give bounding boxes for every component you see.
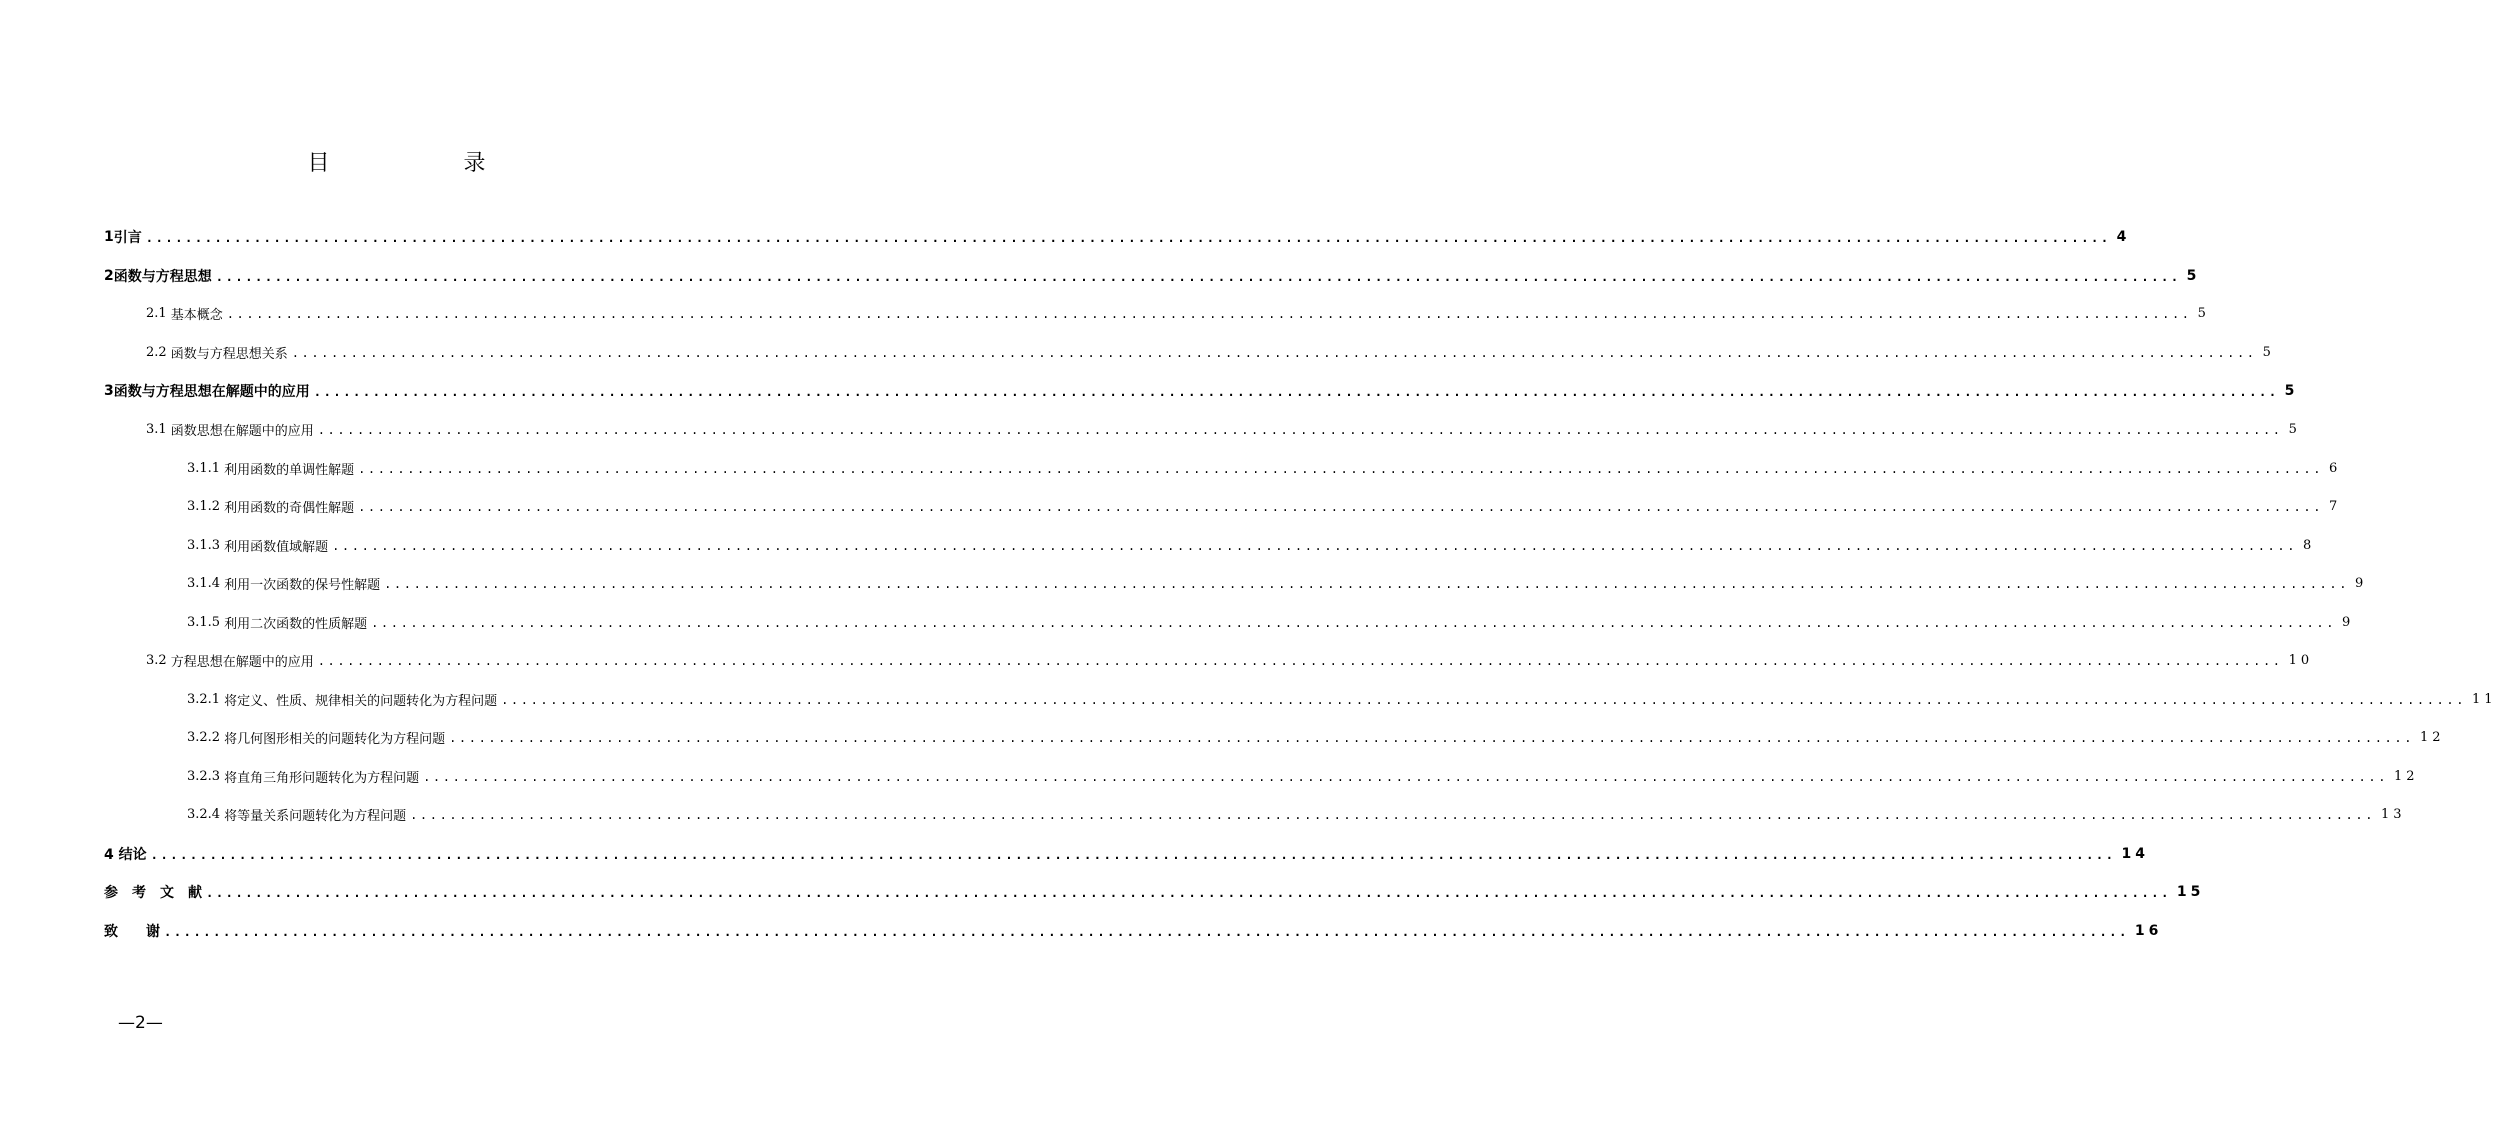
toc-entry-title: 方程思想在解题中的应用 [170,654,314,670]
toc-entry-page: 7 [2329,498,2342,514]
toc-dot-leader: ........................................................................................................................................................................................................ [332,539,2298,553]
toc-dot-leader: ........................................................................................................................................................................................................ [317,654,2283,668]
toc-entry-title: 函数与方程思想 [113,269,212,285]
toc-dot-leader: ........................................................................................................................................................................................................ [313,385,2279,399]
toc-entry-page: 5 [2186,268,2201,284]
toc-entry[interactable] [104,842,2150,866]
toc-entry[interactable] [146,301,2210,325]
toc-entry-title: 函数与方程思想在解题中的应用 [113,384,310,400]
toc-entry[interactable] [187,610,2355,634]
toc-entry[interactable] [104,919,2163,943]
toc-entry-page: 5 [2197,305,2210,321]
toc-dot-leader: ........................................................................................................................................................................................................ [145,231,2111,245]
toc-entry[interactable] [146,417,2301,441]
toc-entry-title: 函数思想在解题中的应用 [170,423,314,439]
toc-entry-title: 将几何图形相关的问题转化为方程问题 [224,731,446,747]
toc-entry-page: 12 [2420,729,2445,745]
toc-entry[interactable] [187,494,2342,518]
toc-entry-title: 利用一次函数的保号性解题 [224,577,381,593]
toc-entry-title: 参 考 文 献 [104,885,202,901]
toc-entry-page: 8 [2303,537,2316,553]
toc-entry-number: 3.2 [146,652,167,668]
toc-entry-page: 5 [2288,421,2301,437]
toc-title: 目 录 [307,151,516,176]
toc-entry-title: 将定义、性质、规律相关的问题转化为方程问题 [224,693,498,709]
toc-dot-leader: ........................................................................................................................................................................................................ [358,462,2324,476]
toc-entry-number: 3.2.3 [187,768,221,784]
toc-dot-leader: ........................................................................................................................................................................................................ [226,307,2192,321]
toc-entry-number: 3.2.2 [187,729,221,745]
toc-entry[interactable] [104,880,2205,904]
toc-entry-number: 3.1.1 [187,460,221,476]
toc-entry-number: 1 [104,229,114,245]
toc-entry-page: 5 [2284,383,2299,399]
toc-dot-leader: ........................................................................................................................................................................................................ [206,886,2171,900]
toc-entry-number: 3.1.3 [187,537,221,553]
toc-dot-leader: ........................................................................................................................................................................................................ [449,731,2415,745]
toc-entry-title: 利用二次函数的性质解题 [224,616,368,632]
toc-entry-number: 3.2.4 [187,806,221,822]
toc-entry-title: 函数与方程思想关系 [170,346,288,362]
toc-entry-title: 引言 [113,230,142,246]
toc-entry[interactable] [104,225,2131,249]
toc-dot-leader: ........................................................................................................................................................................................................ [215,270,2181,284]
toc-entry-page: 16 [2134,923,2163,939]
toc-dot-leader: ........................................................................................................................................................................................................ [164,925,2129,939]
toc-entry-title: 利用函数的奇偶性解题 [224,500,355,516]
toc-entry-number: 3.1.5 [187,614,221,630]
toc-entry-page: 9 [2355,575,2368,591]
toc-entry[interactable] [187,725,2445,749]
toc-entry-number: 3.1 [146,421,167,437]
toc-entry-number: 3 [104,383,114,399]
toc-entry-page: 14 [2121,846,2150,862]
toc-entry[interactable] [187,571,2368,595]
toc-entry[interactable] [187,802,2406,826]
toc-dot-leader: ........................................................................................................................................................................................................ [371,616,2337,630]
toc-dot-leader: ........................................................................................................................................................................................................ [384,577,2350,591]
toc-dot-leader: ........................................................................................................................................................................................................ [423,770,2389,784]
toc-dot-leader: ........................................................................................................................................................................................................ [150,848,2116,862]
toc-entry-page: 10 [2288,652,2314,668]
toc-dot-leader: ........................................................................................................................................................................................................ [291,346,2257,360]
toc-entry-title: 基本概念 [170,307,223,323]
toc-entry-page: 9 [2342,614,2355,630]
toc-entry-number: 2.1 [146,305,167,321]
toc-entry-title: 将等量关系问题转化为方程问题 [224,808,407,824]
toc-entry-page: 6 [2329,460,2342,476]
toc-entry-number: 3.1.4 [187,575,221,591]
toc-entry[interactable] [187,764,2419,788]
toc-entry-title: 致 谢 [104,924,160,940]
toc-entry[interactable] [146,340,2275,364]
toc-entry-page: 5 [2262,344,2275,360]
toc-entry[interactable] [187,533,2316,557]
toc-entry-page: 12 [2394,768,2419,784]
toc-dot-leader: ........................................................................................................................................................................................................ [501,693,2467,707]
toc-entry-page: 4 [2116,229,2131,245]
toc-entry-number: 2 [104,268,114,284]
toc-entry-number: 2.2 [146,344,167,360]
toc-entry-number: 3.2.1 [187,691,221,707]
toc-entry-title: 4 结论 [104,847,147,863]
page-number: —2— [118,1013,163,1033]
toc-entry[interactable] [104,264,2201,288]
toc-dot-leader: ........................................................................................................................................................................................................ [410,808,2376,822]
toc-entry-page: 11 [2472,691,2497,707]
toc-entry-title: 利用函数值域解题 [224,539,329,555]
toc-entry-title: 将直角三角形问题转化为方程问题 [224,770,420,786]
toc-entry[interactable] [146,648,2314,672]
toc-entry-title: 利用函数的单调性解题 [224,462,355,478]
toc-entry[interactable] [104,379,2299,403]
toc-entry-page: 15 [2176,884,2205,900]
toc-entry[interactable] [187,456,2342,480]
toc-dot-leader: ........................................................................................................................................................................................................ [358,500,2324,514]
toc-entry[interactable] [187,687,2497,711]
toc-entry-page: 13 [2381,806,2406,822]
toc-dot-leader: ........................................................................................................................................................................................................ [317,423,2283,437]
toc-entry-number: 3.1.2 [187,498,221,514]
